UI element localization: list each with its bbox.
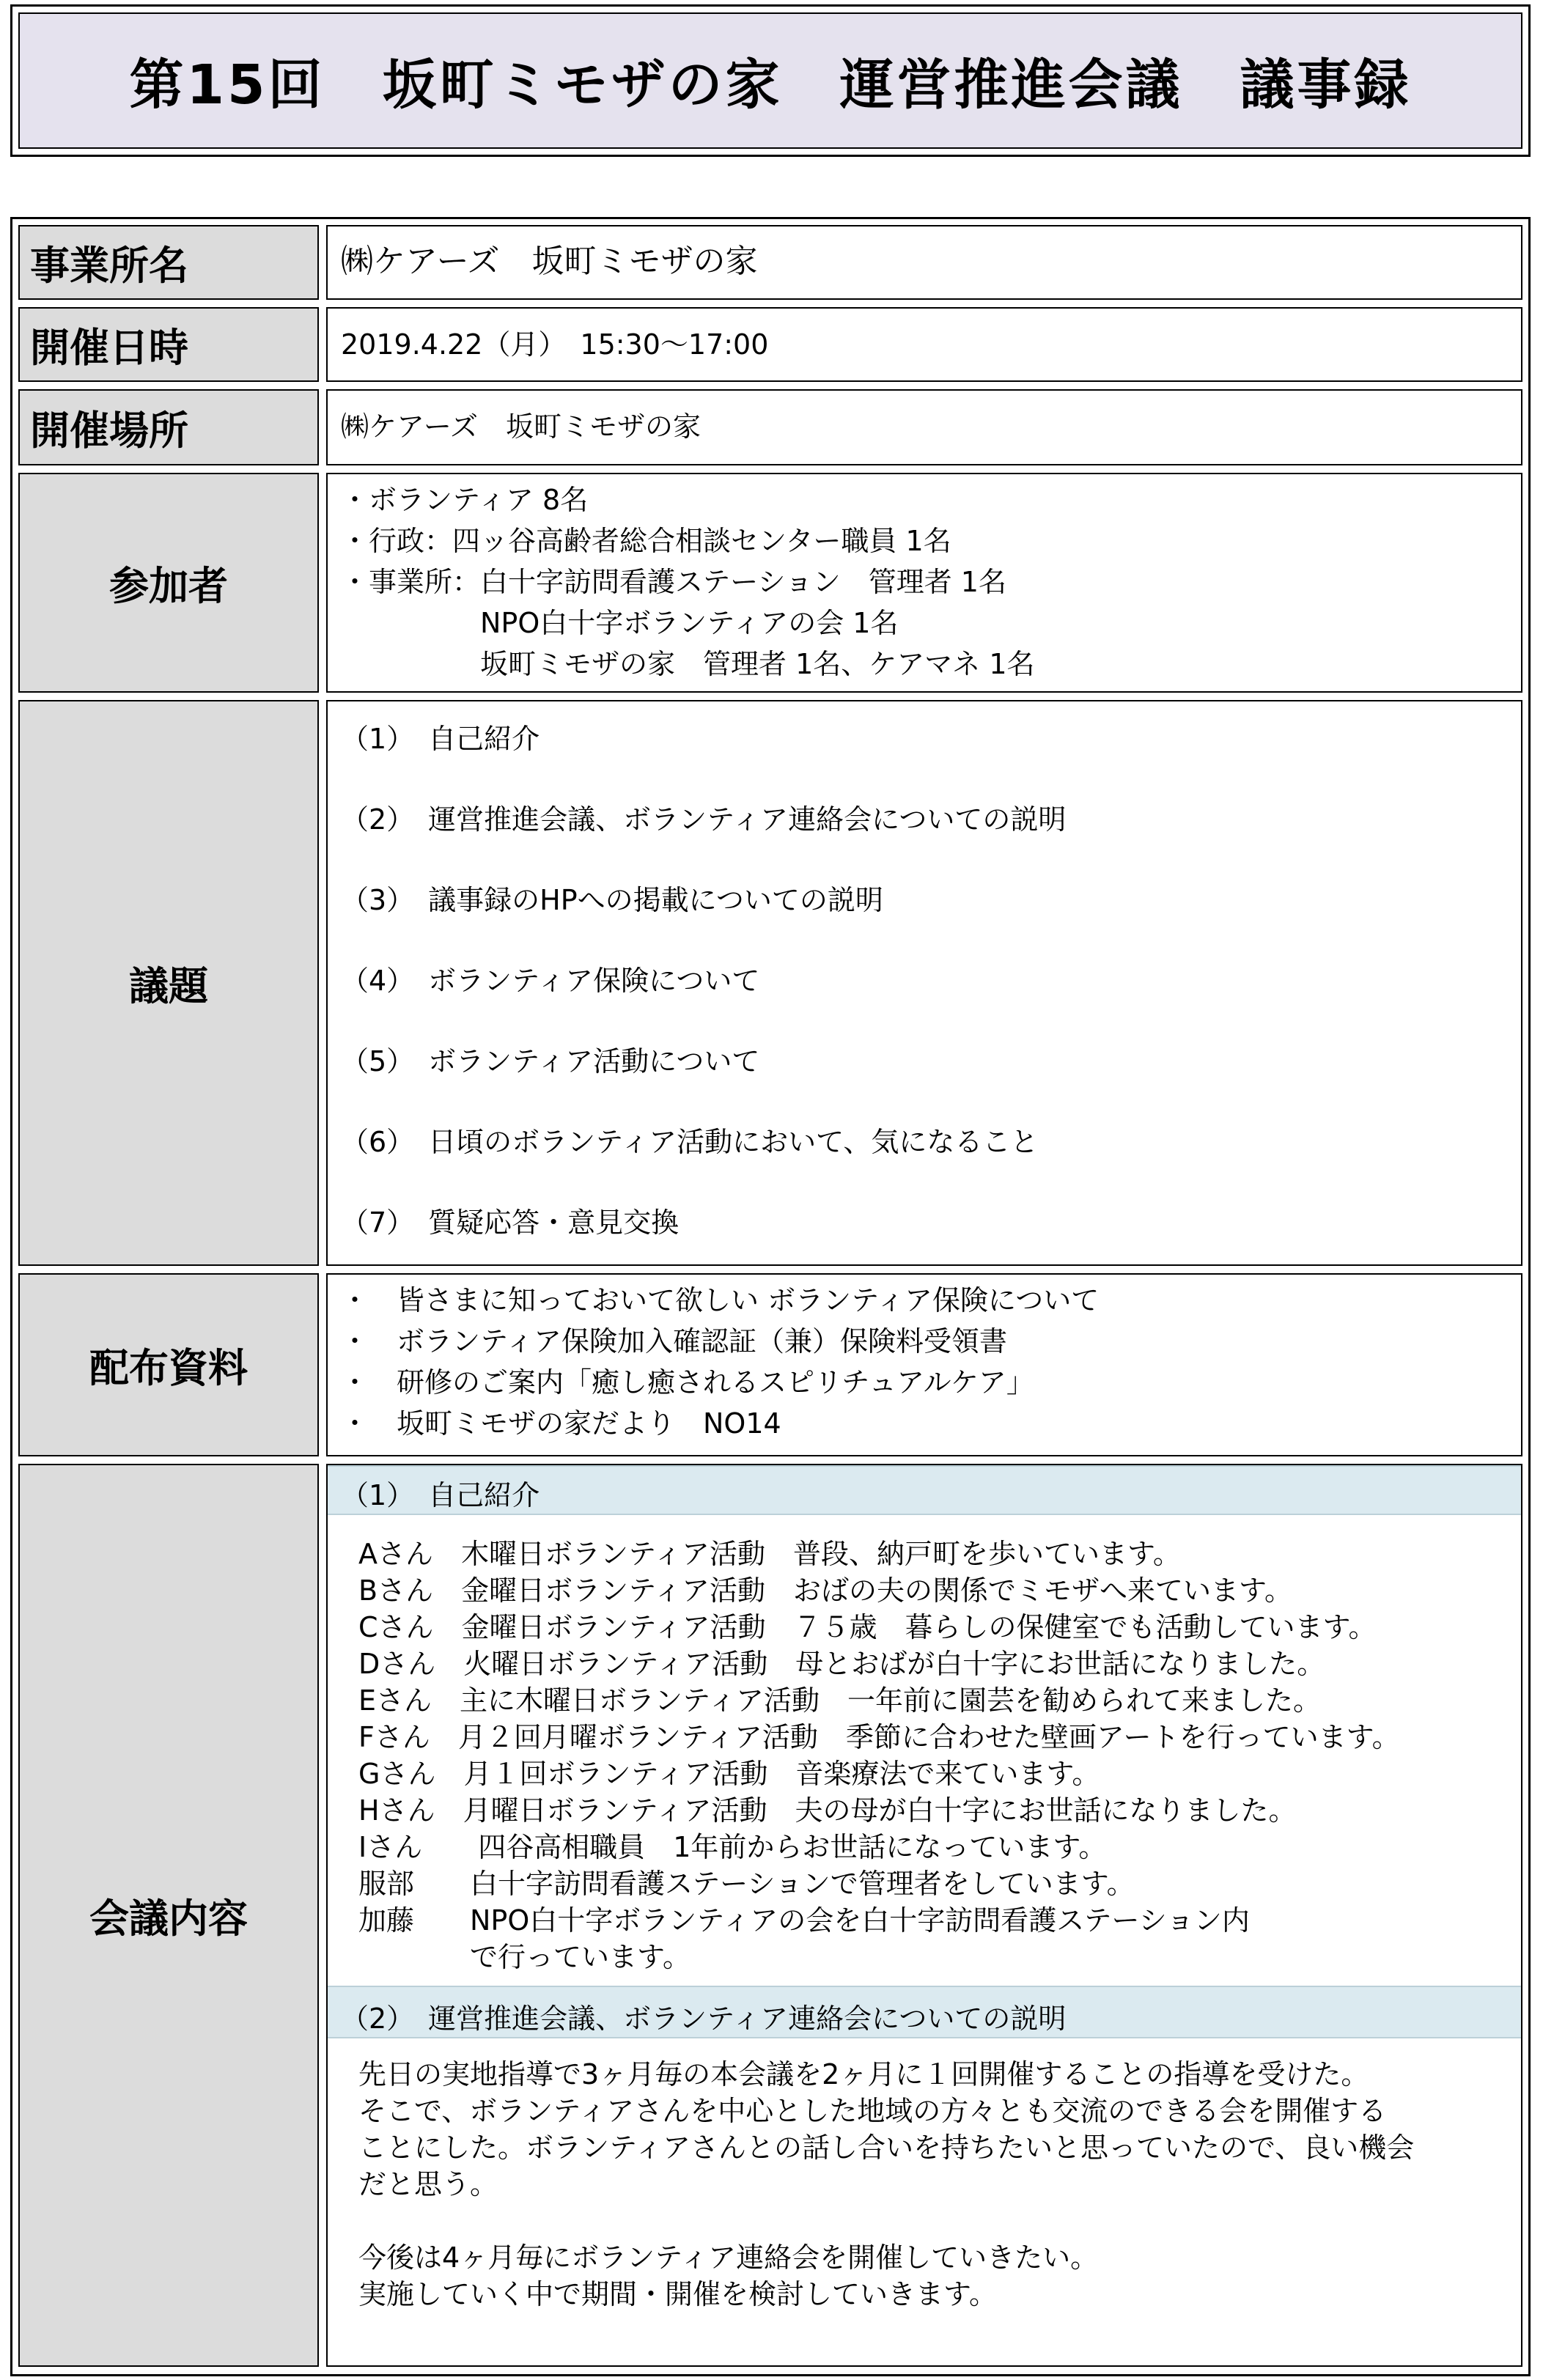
row-datetime <box>18 307 1522 382</box>
label-office <box>18 225 319 300</box>
minutes-table <box>10 217 1531 2376</box>
participant-line: ・ボランティア 8名 <box>341 484 589 516</box>
material-item: ・ 皆さまに知っておいて欲しい ボランティア保険について <box>341 1284 1100 1316</box>
section1-heading-band <box>328 1465 1521 1515</box>
title-box <box>10 4 1531 157</box>
explanation-line: だと思う。 <box>358 2168 498 2200</box>
intro-line: Aさん 木曜日ボランティア活動 普段、納戸町を歩いています。 <box>358 1538 1181 1570</box>
place-value: ㈱ケアーズ 坂町ミモザの家 <box>341 410 701 443</box>
explanation-line: 先日の実地指導で3ヶ月毎の本会議を2ヶ月に１回開催することの指導を受けた。 <box>358 2058 1369 2090</box>
participant-line: 坂町ミモザの家 管理者 1名、ケアマネ 1名 <box>341 648 1035 680</box>
label-agenda <box>18 700 319 1266</box>
intro-line: Hさん 月曜日ボランティア活動 夫の母が白十字にお世話になりました。 <box>358 1794 1297 1827</box>
row-place <box>18 389 1522 465</box>
content-office <box>326 225 1522 300</box>
agenda-item: （2） 運営推進会議、ボランティア連絡会についての説明 <box>341 803 1067 836</box>
content-agenda <box>326 700 1522 1266</box>
agenda-item: （5） ボランティア活動について <box>341 1045 760 1077</box>
label-materials <box>18 1273 319 1456</box>
agenda-item: （6） 日頃のボランティア活動において、気になること <box>341 1126 1039 1158</box>
section2-heading: （2） 運営推進会議、ボランティア連絡会についての説明 <box>341 2003 1067 2035</box>
title-panel <box>18 12 1522 149</box>
content-minutes <box>326 1464 1522 2367</box>
content-materials <box>326 1273 1522 1456</box>
material-item: ・ 坂町ミモザの家だより NO14 <box>341 1407 781 1440</box>
label-place-text: 開催場所 <box>30 407 188 454</box>
agenda-item: （7） 質疑応答・意見交換 <box>341 1206 680 1239</box>
content-participants <box>326 473 1522 693</box>
agenda-item: （1） 自己紹介 <box>341 723 540 755</box>
content-place <box>326 389 1522 465</box>
section2-heading-band <box>328 1986 1521 2038</box>
label-datetime <box>18 307 319 382</box>
participant-line: NPO白十字ボランティアの会 1名 <box>341 607 899 639</box>
material-item: ・ 研修のご案内「癒し癒されるスピリチュアルケア」 <box>341 1366 1034 1399</box>
row-agenda <box>18 700 1522 1266</box>
label-minutes-text: 会議内容 <box>89 1895 248 1942</box>
intro-line: Cさん 金曜日ボランティア活動 ７５歳 暮らしの保健室でも活動しています。 <box>358 1611 1377 1643</box>
row-participants <box>18 473 1522 693</box>
intro-line: 服部 白十字訪問看護ステーションで管理者をしています。 <box>358 1868 1135 1900</box>
intro-line: Dさん 火曜日ボランティア活動 母とおばが白十字にお世話になりました。 <box>358 1648 1325 1680</box>
label-minutes <box>18 1464 319 2367</box>
intro-line: Bさん 金曜日ボランティア活動 おばの夫の関係でミモザへ来ています。 <box>358 1574 1292 1607</box>
intro-line: Gさん 月１回ボランティア活動 音楽療法で来ています。 <box>358 1758 1100 1790</box>
intro-line: Iさん 四谷高相職員 1年前からお世話になっています。 <box>358 1831 1107 1863</box>
intro-line: 加藤 NPO白十字ボランティアの会を白十字訪問看護ステーション内 <box>358 1904 1250 1937</box>
participant-line: ・事業所：白十字訪問看護ステーション 管理者 1名 <box>341 566 1006 598</box>
label-participants <box>18 473 319 693</box>
label-agenda-text: 議題 <box>129 962 208 1009</box>
intro-line: Eさん 主に木曜日ボランティア活動 一年前に園芸を勧められて来ました。 <box>358 1684 1321 1717</box>
label-materials-text: 配布資料 <box>89 1344 248 1391</box>
label-participants-text: 参加者 <box>109 562 228 609</box>
label-office-text: 事業所名 <box>30 242 188 289</box>
label-datetime-text: 開催日時 <box>30 324 188 371</box>
row-office <box>18 225 1522 300</box>
datetime-value: 2019.4.22（月） 15:30～17:00 <box>341 328 769 361</box>
row-minutes <box>18 1464 1522 2367</box>
section1-heading: （1） 自己紹介 <box>341 1479 540 1511</box>
intro-line: Fさん 月２回月曜ボランティア活動 季節に合わせた壁画アートを行っています。 <box>358 1721 1400 1753</box>
explanation-line: 今後は4ヶ月毎にボランティア連絡会を開催していきたい。 <box>358 2241 1099 2274</box>
participant-line: ・行政：四ッ谷高齢者総合相談センター職員 1名 <box>341 525 951 557</box>
content-datetime <box>326 307 1522 382</box>
label-place <box>18 389 319 465</box>
explanation-line: 実施していく中で期間・開催を検討していきます。 <box>358 2278 997 2310</box>
document-title: 第15回 坂町ミモザの家 運営推進会議 議事録 <box>129 54 1412 117</box>
explanation-line: そこで、ボランティアさんを中心とした地域の方々とも交流のできる会を開催する <box>358 2095 1387 2127</box>
office-value: ㈱ケアーズ 坂町ミモザの家 <box>341 243 758 280</box>
agenda-item: （4） ボランティア保険について <box>341 965 760 997</box>
intro-line: で行っています。 <box>358 1941 691 1973</box>
material-item: ・ ボランティア保険加入確認証（兼）保険料受領書 <box>341 1325 1007 1357</box>
row-materials <box>18 1273 1522 1456</box>
agenda-item: （3） 議事録のHPへの掲載についての説明 <box>341 884 883 916</box>
explanation-line: ことにした。ボランティアさんとの話し合いを持ちたいと思っていたので、良い機会 <box>358 2132 1415 2164</box>
